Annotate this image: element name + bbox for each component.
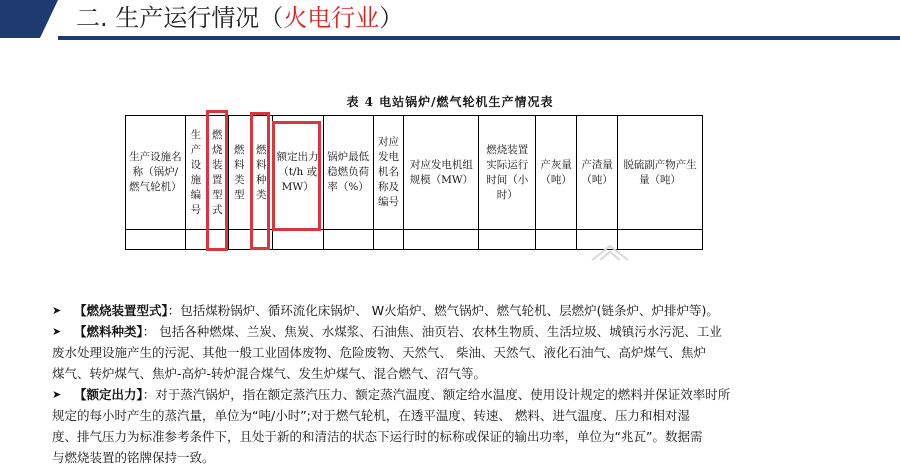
highlight-box-rated-output — [272, 121, 321, 231]
title-highlight: 火电行业 — [283, 4, 380, 32]
table-caption: 表 4 电站锅炉/燃气轮机生产情况表 — [346, 95, 554, 109]
header-accent-block — [0, 0, 40, 38]
col-header-min-load-rate: 锅炉最低稳燃负荷率（%） — [323, 116, 373, 230]
list-item: ➤ 【额定出力】：对于蒸汽锅炉，指在额定蒸汽压力、额定蒸汽温度、额定给水温度、使用设计规定的燃料并保证效率时所 规定的每小时产生的蒸汽量，单位为“吨/小时”;对于燃气轮机，在透平温度、转速、 燃料、进气温度、压力和相对湿 度、排气压力为标准参考条件下，且处于新的和清洁的状态下运行时的标称或保证的输出功率，单位为“兆瓦”。数据需 与燃烧装置的铭牌保持一致。 — [52, 384, 842, 468]
col-header-combustion-type: 燃烧装置型式 — [206, 116, 228, 230]
highlight-box-combustion-type — [206, 110, 228, 251]
col-header-facility-id: 生产设施编号 — [185, 116, 206, 230]
col-header-slag: 产渣量（吨） — [577, 116, 618, 230]
col-header-generator-name: 对应发电机名称及编号 — [373, 116, 404, 230]
header-divider — [58, 36, 900, 40]
highlight-box-fuel-kind — [250, 112, 270, 250]
list-item: ➤ 【燃料种类】： 包括各种燃煤、兰炭、焦炭、水煤浆、石油焦、油页岩、农林生物质、生活垃圾、城镇污水污泥、工业 废水处理设施产生的污泥、其他一般工业固体废物、危险废物、天然气、 柴油、天然气、液化石油气、高炉煤气、焦炉 煤气、转炉煤气、焦炉-高炉-转炉混合煤气、发生炉煤气、混合燃气、沼气等。 — [52, 321, 842, 384]
col-header-fuel-kind: 燃料种类 — [250, 116, 272, 230]
col-header-desulfurization: 脱硫副产物产生量（吨） — [618, 116, 703, 230]
col-header-fuel-type: 燃料类型 — [228, 116, 250, 230]
col-header-rated-output: 额定出力（t/h 或 MW） — [272, 116, 323, 230]
definitions-list — [52, 300, 842, 468]
watermark-icon — [590, 240, 630, 264]
list-item: ➤ 【燃烧装置型式】：包括煤粉锅炉、循环流化床锅炉、 W火焰炉、燃气锅炉、燃气轮机、层燃炉(链条炉、炉排炉等)。 — [52, 300, 842, 321]
col-header-facility-name: 生产设施名称（锅炉/燃气轮机） — [126, 116, 186, 230]
arrow-bullet-icon: ➤ — [52, 304, 62, 317]
arrow-bullet-icon: ➤ — [52, 325, 62, 338]
title-prefix: 二. 生产运行情况（ — [76, 4, 284, 32]
title-suffix: ） — [379, 4, 404, 32]
col-header-ash: 产灰量（吨） — [536, 116, 577, 230]
col-header-run-time: 燃烧装置实际运行时间（小时） — [479, 116, 536, 230]
page-title — [76, 2, 403, 34]
col-header-generator-scale: 对应发电机组规模（MW） — [404, 116, 479, 230]
arrow-bullet-icon: ➤ — [52, 388, 62, 401]
